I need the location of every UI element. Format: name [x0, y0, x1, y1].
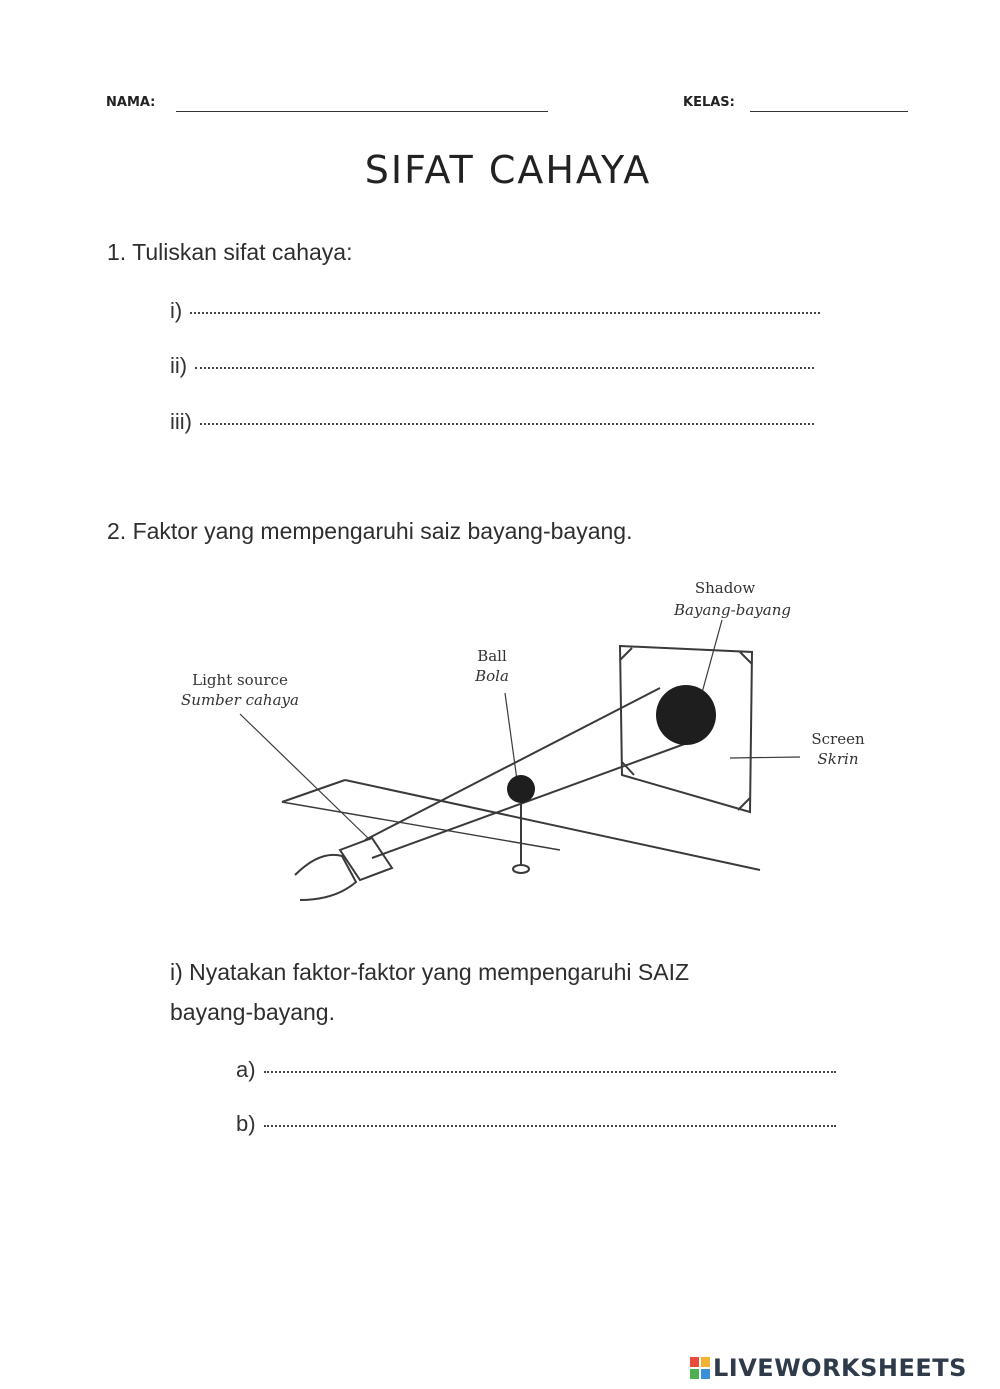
ball-label-ms: Bola: [475, 667, 509, 685]
liveworksheets-logo-icon: [690, 1357, 710, 1379]
light-source-label: [160, 670, 320, 710]
answer-row-2-b: [236, 1111, 836, 1137]
light-source-label-en: Light source: [192, 671, 288, 689]
shadow-label: [680, 578, 770, 598]
answer-row-2-a: [236, 1057, 836, 1083]
screen-leader: [730, 757, 800, 758]
answer-field-2-a[interactable]: [264, 1071, 836, 1073]
floor-edge-line: [345, 780, 760, 870]
answer-label: b): [236, 1111, 256, 1136]
light-source-label-ms: Sumber cahaya: [181, 691, 299, 709]
liveworksheets-logo: [690, 1354, 967, 1382]
screen-label-ms: Skrin: [817, 750, 859, 768]
question-2: 2. Faktor yang mempengaruhi saiz bayang-bayang.: [107, 518, 633, 544]
ball-stand-base: [513, 865, 529, 873]
torch-icon: [340, 838, 392, 880]
answer-label: a): [236, 1057, 256, 1082]
floor-edge-line: [282, 780, 345, 802]
shadow-shape: [656, 685, 716, 745]
ball-label: [462, 646, 522, 686]
liveworksheets-brand: LIVEWORKSHEETS: [713, 1354, 967, 1382]
screen-label: [798, 729, 878, 769]
sub-question-i: i) Nyatakan faktor-faktor yang mempengaruhi SAIZ: [170, 959, 690, 985]
shadow-label-en: Shadow: [694, 579, 756, 597]
shadow-leader: [700, 620, 722, 700]
ball-label-en: Ball: [477, 647, 507, 665]
answer-label: i): [170, 298, 183, 323]
answer-field-2-b[interactable]: [264, 1125, 836, 1127]
shadow-label-ms: Bayang-bayang: [674, 601, 791, 619]
page-title: SIFAT CAHAYA: [364, 148, 652, 192]
floor-edge-line: [282, 802, 560, 850]
sub-question-i-cont: bayang-bayang.: [170, 999, 335, 1025]
answer-label: iii): [170, 409, 192, 434]
answer-label: ii): [170, 353, 188, 378]
class-label: KELAS:: [683, 95, 735, 110]
question-1: 1. Tuliskan sifat cahaya:: [107, 239, 353, 265]
shadow-label-ms-box: [650, 600, 815, 620]
name-label: NAMA:: [106, 95, 156, 110]
light-leader: [240, 714, 370, 840]
ball-shape: [507, 775, 535, 803]
light-ray: [372, 742, 690, 858]
screen-label-en: Screen: [811, 730, 865, 748]
